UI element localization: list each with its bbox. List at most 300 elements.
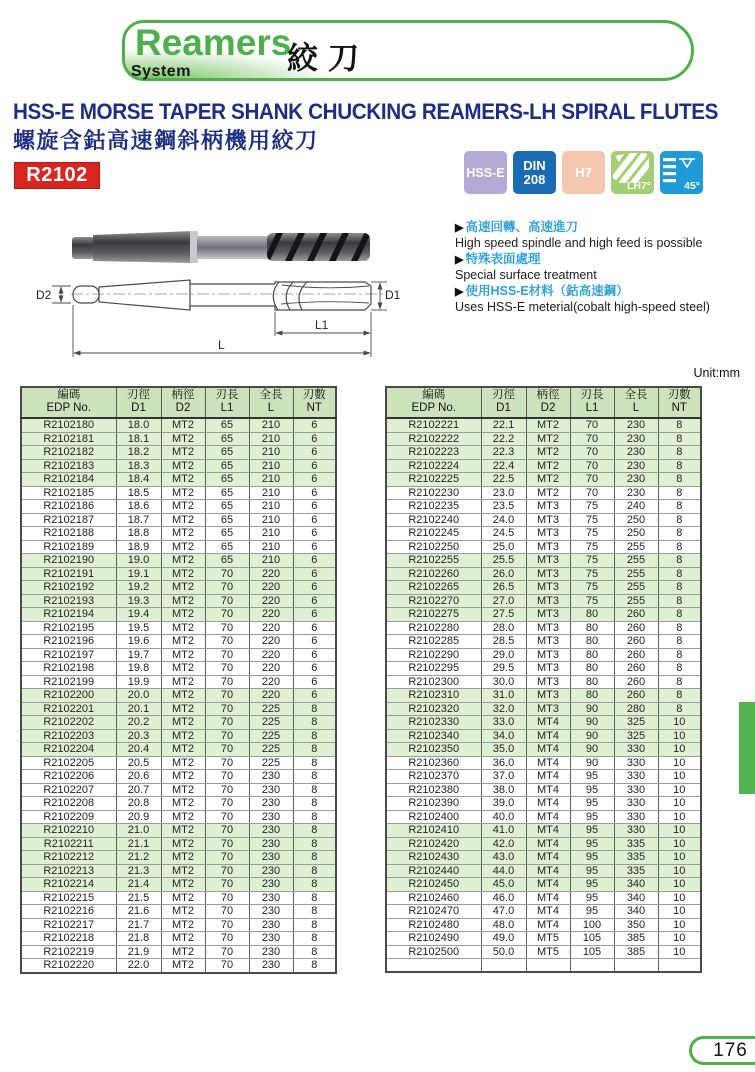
table-cell: MT4 — [526, 756, 570, 770]
table-cell: 10 — [658, 932, 701, 946]
feature-2-en: Special surface treatment — [455, 268, 597, 283]
table-cell: 225 — [249, 702, 293, 716]
table-cell: MT2 — [161, 729, 205, 743]
table-cell: R2102189 — [21, 540, 116, 554]
table-cell: MT5 — [526, 932, 570, 946]
table-cell: 90 — [570, 743, 614, 757]
table-cell: MT3 — [526, 500, 570, 514]
table-cell: R2102195 — [21, 621, 116, 635]
table-cell: 10 — [658, 824, 701, 838]
table-cell: MT2 — [161, 527, 205, 541]
feature-3-zh: ▶ 使用HSS-E材料（鈷高速鋼） — [455, 283, 629, 298]
table-cell: 220 — [249, 581, 293, 595]
table-row — [386, 864, 701, 878]
table-cell: 19.3 — [116, 594, 161, 608]
series-banner — [122, 20, 694, 81]
table-cell: R2102192 — [21, 581, 116, 595]
table-cell: R2102187 — [21, 513, 116, 527]
table-cell: 8 — [658, 500, 701, 514]
table-cell: 20.1 — [116, 702, 161, 716]
table-cell: 8 — [658, 473, 701, 487]
table-cell: 340 — [614, 878, 658, 892]
table-cell: R2102440 — [386, 864, 481, 878]
table-cell: 18.4 — [116, 473, 161, 487]
table-cell: 6 — [293, 662, 336, 676]
table-cell: R2102300 — [386, 675, 481, 689]
column-header: 刃徑 D1 — [116, 387, 161, 418]
table-cell: R2102202 — [21, 716, 116, 730]
table-cell: 6 — [293, 675, 336, 689]
table-cell: 10 — [658, 729, 701, 743]
table-cell: MT5 — [526, 945, 570, 959]
column-header: 刃長 L1 — [570, 387, 614, 418]
table-cell: 21.4 — [116, 878, 161, 892]
table-cell: 340 — [614, 905, 658, 919]
table-cell: 230 — [614, 446, 658, 460]
table-cell: MT2 — [526, 473, 570, 487]
table-cell: 65 — [205, 459, 249, 473]
table-cell: 90 — [570, 729, 614, 743]
table-cell: R2102235 — [386, 500, 481, 514]
table-row — [386, 689, 701, 703]
table-cell: 8 — [293, 756, 336, 770]
table-cell: 10 — [658, 797, 701, 811]
table-cell: 220 — [249, 635, 293, 649]
table-cell: 330 — [614, 756, 658, 770]
table-cell: 18.5 — [116, 486, 161, 500]
table-row — [21, 878, 336, 892]
table-cell: R2102212 — [21, 851, 116, 865]
table-cell: 70 — [205, 581, 249, 595]
table-row — [21, 729, 336, 743]
table-cell: 41.0 — [481, 824, 526, 838]
table-cell: MT2 — [161, 770, 205, 784]
table-cell: 65 — [205, 500, 249, 514]
table-cell: 70 — [205, 594, 249, 608]
table-cell: 75 — [570, 540, 614, 554]
table-cell: R2102360 — [386, 756, 481, 770]
table-row — [386, 702, 701, 716]
table-cell: R2102230 — [386, 486, 481, 500]
table-cell: 210 — [249, 486, 293, 500]
table-row — [386, 500, 701, 514]
table-row — [21, 932, 336, 946]
table-cell: 8 — [293, 797, 336, 811]
table-cell: 75 — [570, 527, 614, 541]
table-cell: MT2 — [161, 473, 205, 487]
table-cell: 18.3 — [116, 459, 161, 473]
table-cell: 70 — [205, 783, 249, 797]
table-cell: 8 — [658, 581, 701, 595]
table-cell: 75 — [570, 581, 614, 595]
table-cell: 220 — [249, 621, 293, 635]
table-cell — [386, 959, 481, 972]
table-cell: 6 — [293, 567, 336, 581]
feature-1-en: High speed spindle and high feed is possible — [455, 236, 703, 251]
table-cell: MT2 — [161, 837, 205, 851]
table-cell: MT2 — [161, 878, 205, 892]
table-cell: R2102500 — [386, 945, 481, 959]
table-row — [21, 540, 336, 554]
table-cell: R2102420 — [386, 837, 481, 851]
table-row — [21, 527, 336, 541]
table-cell: R2102330 — [386, 716, 481, 730]
table-cell: 29.5 — [481, 662, 526, 676]
table-cell: 26.0 — [481, 567, 526, 581]
table-cell: 260 — [614, 648, 658, 662]
table-row — [21, 810, 336, 824]
table-cell: 8 — [658, 527, 701, 541]
table-cell: R2102216 — [21, 905, 116, 919]
table-cell: 21.5 — [116, 891, 161, 905]
table-cell: 70 — [205, 635, 249, 649]
table-cell: 10 — [658, 891, 701, 905]
table-cell: MT4 — [526, 810, 570, 824]
table-row — [386, 621, 701, 635]
table-cell: R2102193 — [21, 594, 116, 608]
table-cell: 19.7 — [116, 648, 161, 662]
model-code-badge: R2102 — [14, 162, 100, 189]
spec-table-right — [385, 386, 702, 973]
table-cell: MT2 — [161, 446, 205, 460]
table-cell: 8 — [293, 743, 336, 757]
table-cell: 330 — [614, 783, 658, 797]
table-cell: 260 — [614, 608, 658, 622]
column-header: 刃數 NT — [293, 387, 336, 418]
table-cell: 21.1 — [116, 837, 161, 851]
table-cell: R2102265 — [386, 581, 481, 595]
column-header: 柄徑 D2 — [161, 387, 205, 418]
table-cell: 230 — [249, 945, 293, 959]
table-cell: 70 — [205, 918, 249, 932]
table-cell: MT2 — [161, 567, 205, 581]
table-cell: 225 — [249, 729, 293, 743]
table-cell: MT4 — [526, 864, 570, 878]
table-cell: 21.8 — [116, 932, 161, 946]
table-cell: R2102225 — [386, 473, 481, 487]
table-row — [21, 945, 336, 959]
table-cell: 75 — [570, 513, 614, 527]
table-cell: 6 — [293, 473, 336, 487]
table-cell: 70 — [205, 743, 249, 757]
table-cell: 6 — [293, 621, 336, 635]
table-cell: 8 — [658, 486, 701, 500]
table-cell: 75 — [570, 554, 614, 568]
table-cell: MT3 — [526, 527, 570, 541]
table-cell: R2102217 — [21, 918, 116, 932]
table-cell: 250 — [614, 527, 658, 541]
column-header: 柄徑 D2 — [526, 387, 570, 418]
table-row — [21, 635, 336, 649]
badge-hss-e-label: HSS-E — [466, 165, 505, 180]
table-cell: 260 — [614, 662, 658, 676]
table-row — [21, 702, 336, 716]
table-cell: 65 — [205, 513, 249, 527]
table-cell: 230 — [249, 824, 293, 838]
badge-din-line1: DIN — [523, 157, 546, 173]
table-cell: 8 — [293, 783, 336, 797]
table-row — [21, 662, 336, 676]
table-cell: R2102182 — [21, 446, 116, 460]
table-row — [21, 567, 336, 581]
table-cell: 220 — [249, 675, 293, 689]
table-cell: MT4 — [526, 824, 570, 838]
table-cell: 230 — [249, 959, 293, 973]
table-cell: 70 — [205, 959, 249, 973]
table-cell: MT2 — [161, 486, 205, 500]
table-cell: 6 — [293, 554, 336, 568]
table-cell: 65 — [205, 486, 249, 500]
table-cell: 210 — [249, 554, 293, 568]
table-cell: 10 — [658, 837, 701, 851]
table-cell: MT2 — [161, 905, 205, 919]
table-cell: MT2 — [161, 797, 205, 811]
table-cell: 70 — [205, 648, 249, 662]
table-cell: 220 — [249, 662, 293, 676]
table-row — [386, 446, 701, 460]
table-cell: 230 — [249, 918, 293, 932]
table-row — [21, 621, 336, 635]
table-cell: 210 — [249, 432, 293, 446]
table-cell: 19.1 — [116, 567, 161, 581]
table-cell: MT4 — [526, 878, 570, 892]
table-cell: MT2 — [161, 702, 205, 716]
table-cell: R2102460 — [386, 891, 481, 905]
table-cell: 21.2 — [116, 851, 161, 865]
table-cell: MT2 — [526, 446, 570, 460]
table-cell: 8 — [658, 459, 701, 473]
table-cell: MT2 — [161, 608, 205, 622]
table-row — [21, 959, 336, 973]
dim-label-l1: L1 — [315, 318, 329, 332]
table-cell: R2102181 — [21, 432, 116, 446]
table-cell: 210 — [249, 500, 293, 514]
table-cell: 8 — [658, 689, 701, 703]
table-cell: 10 — [658, 905, 701, 919]
table-cell: 21.3 — [116, 864, 161, 878]
table-cell: MT2 — [161, 635, 205, 649]
table-cell: 230 — [249, 851, 293, 865]
table-cell: MT4 — [526, 905, 570, 919]
page-edge-tab — [739, 702, 755, 794]
table-row — [386, 418, 701, 432]
table-cell: 8 — [658, 513, 701, 527]
column-header: 全長 L — [249, 387, 293, 418]
feature-list — [455, 220, 750, 315]
table-cell: 6 — [293, 689, 336, 703]
badge-lh-label: LH7° — [626, 180, 651, 192]
table-cell: R2102198 — [21, 662, 116, 676]
table-cell: R2102201 — [21, 702, 116, 716]
table-cell: R2102480 — [386, 918, 481, 932]
table-cell: 6 — [293, 581, 336, 595]
table-cell: 230 — [249, 797, 293, 811]
table-cell: 29.0 — [481, 648, 526, 662]
table-cell: R2102290 — [386, 648, 481, 662]
table-cell: R2102370 — [386, 770, 481, 784]
table-cell: 225 — [249, 756, 293, 770]
table-cell: 20.4 — [116, 743, 161, 757]
table-cell: R2102206 — [21, 770, 116, 784]
table-cell: 70 — [570, 486, 614, 500]
table-row — [21, 756, 336, 770]
bullet-triangle-icon: ▶ — [455, 253, 464, 266]
table-cell: 230 — [614, 486, 658, 500]
table-cell: 10 — [658, 864, 701, 878]
table-cell: 70 — [205, 770, 249, 784]
table-cell: MT3 — [526, 513, 570, 527]
table-cell: 6 — [293, 432, 336, 446]
table-cell: 105 — [570, 932, 614, 946]
table-cell: R2102209 — [21, 810, 116, 824]
dim-label-d2: D2 — [36, 288, 52, 302]
table-cell: R2102390 — [386, 797, 481, 811]
table-cell: 230 — [249, 864, 293, 878]
table-cell: 220 — [249, 648, 293, 662]
table-row — [386, 608, 701, 622]
badge-lh-spiral — [611, 151, 654, 194]
table-cell: 340 — [614, 891, 658, 905]
table-row — [21, 851, 336, 865]
dimension-labels — [36, 288, 401, 352]
table-cell: R2102203 — [21, 729, 116, 743]
table-cell: 65 — [205, 554, 249, 568]
table-cell: MT2 — [161, 500, 205, 514]
table-cell: 220 — [249, 608, 293, 622]
badge-h7 — [562, 151, 605, 194]
table-cell: 70 — [205, 797, 249, 811]
table-row — [21, 581, 336, 595]
table-cell — [658, 959, 701, 972]
table-row — [21, 473, 336, 487]
table-cell: 70 — [205, 662, 249, 676]
table-cell: 70 — [205, 851, 249, 865]
table-cell: 22.5 — [481, 473, 526, 487]
table-cell: R2102200 — [21, 689, 116, 703]
table-cell: 65 — [205, 446, 249, 460]
table-cell: 8 — [293, 945, 336, 959]
table-cell: 220 — [249, 567, 293, 581]
table-cell: 8 — [293, 729, 336, 743]
table-header-row — [21, 387, 336, 418]
unit-label: Unit:mm — [693, 366, 740, 380]
table-cell: MT2 — [526, 459, 570, 473]
table-cell: MT2 — [161, 743, 205, 757]
table-cell: R2102211 — [21, 837, 116, 851]
table-cell: 220 — [249, 689, 293, 703]
table-cell: MT2 — [161, 513, 205, 527]
table-cell: 225 — [249, 743, 293, 757]
table-cell: 325 — [614, 729, 658, 743]
table-cell: 230 — [249, 932, 293, 946]
table-cell: 18.1 — [116, 432, 161, 446]
table-cell: 6 — [293, 459, 336, 473]
table-cell: 70 — [205, 864, 249, 878]
table-row — [21, 648, 336, 662]
table-cell: MT2 — [161, 675, 205, 689]
table-cell: MT2 — [161, 851, 205, 865]
table-cell: 19.5 — [116, 621, 161, 635]
table-row — [386, 662, 701, 676]
table-cell: 70 — [570, 446, 614, 460]
table-cell: 70 — [570, 473, 614, 487]
table-cell: MT2 — [161, 554, 205, 568]
badge-45-label: 45° — [684, 180, 700, 192]
table-row — [386, 932, 701, 946]
table-cell: 8 — [293, 918, 336, 932]
table-cell: R2102207 — [21, 783, 116, 797]
column-header: 刃長 L1 — [205, 387, 249, 418]
table-cell: MT4 — [526, 716, 570, 730]
table-cell: MT2 — [161, 662, 205, 676]
table-cell: 80 — [570, 648, 614, 662]
table-cell: 8 — [658, 648, 701, 662]
table-cell: R2102221 — [386, 418, 481, 432]
table-cell: 18.9 — [116, 540, 161, 554]
table-cell: 6 — [293, 500, 336, 514]
table-cell: 8 — [658, 621, 701, 635]
dim-label-d1: D1 — [385, 288, 401, 302]
table-cell: MT4 — [526, 851, 570, 865]
table-cell: R2102270 — [386, 594, 481, 608]
table-cell: MT3 — [526, 594, 570, 608]
table-cell: 230 — [614, 473, 658, 487]
table-cell: MT4 — [526, 797, 570, 811]
table-cell: R2102214 — [21, 878, 116, 892]
table-row — [386, 878, 701, 892]
table-row — [386, 851, 701, 865]
table-cell: 8 — [293, 905, 336, 919]
table-cell: MT2 — [161, 891, 205, 905]
table-cell: 70 — [570, 418, 614, 432]
table-cell: 95 — [570, 797, 614, 811]
table-cell: R2102310 — [386, 689, 481, 703]
table-cell: 8 — [658, 702, 701, 716]
table-cell: 44.0 — [481, 864, 526, 878]
table-cell: MT3 — [526, 540, 570, 554]
table-cell: 255 — [614, 581, 658, 595]
table-cell: 32.0 — [481, 702, 526, 716]
table-cell: R2102410 — [386, 824, 481, 838]
table-cell: 80 — [570, 621, 614, 635]
table-cell: 8 — [658, 608, 701, 622]
table-cell: 6 — [293, 486, 336, 500]
table-cell: 10 — [658, 918, 701, 932]
table-cell: 70 — [205, 621, 249, 635]
table-cell: R2102186 — [21, 500, 116, 514]
table-cell: R2102196 — [21, 635, 116, 649]
table-cell: 23.5 — [481, 500, 526, 514]
table-cell: 95 — [570, 905, 614, 919]
table-cell: 33.0 — [481, 716, 526, 730]
table-row — [386, 540, 701, 554]
table-cell: MT3 — [526, 554, 570, 568]
table-cell: 10 — [658, 770, 701, 784]
table-cell: 8 — [658, 675, 701, 689]
table-row — [21, 675, 336, 689]
table-row — [21, 743, 336, 757]
table-cell: 255 — [614, 554, 658, 568]
table-cell: R2102280 — [386, 621, 481, 635]
table-cell: 350 — [614, 918, 658, 932]
table-cell: 23.0 — [481, 486, 526, 500]
table-row — [21, 797, 336, 811]
table-cell: 95 — [570, 810, 614, 824]
table-row — [21, 783, 336, 797]
table-cell: MT4 — [526, 729, 570, 743]
table-cell: 22.3 — [481, 446, 526, 460]
table-row — [21, 716, 336, 730]
